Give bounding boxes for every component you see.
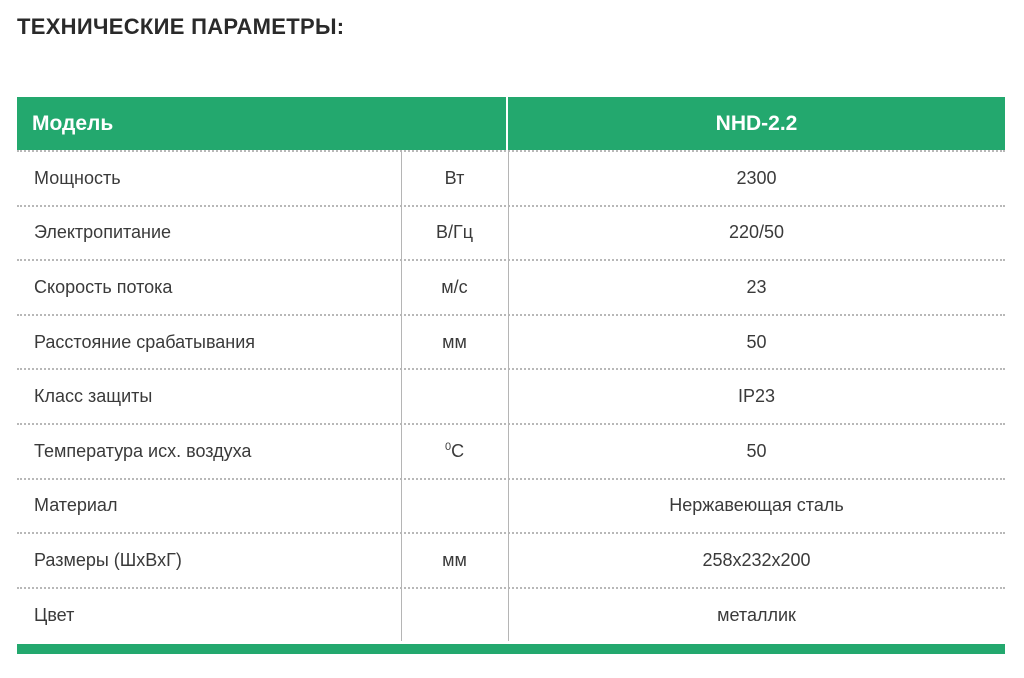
table-row [17,423,1005,478]
param-name: Скорость потока [34,276,173,297]
param-value: IP23 [737,386,776,407]
unit-superscript: 0 [444,440,452,453]
param-unit: мм [442,331,467,352]
page-title: ТЕХНИЧЕСКИЕ ПАРАМЕТРЫ: [17,14,345,39]
param-value: 50 [746,440,767,461]
table-row [17,368,1005,423]
param-name: Расстояние срабатывания [34,331,256,352]
param-name: Мощность [34,167,121,188]
table-footer-bar [17,644,1005,654]
param-name: Цвет [34,604,75,625]
param-name: Температура исх. воздуха [34,440,252,461]
table-row [17,587,1005,642]
param-unit [401,441,508,462]
spec-table [17,97,1005,654]
unit-text: C [451,440,465,461]
param-value: 2300 [736,167,777,188]
table-row [17,314,1005,369]
param-name: Электропитание [34,222,172,243]
param-value: металлик [717,604,796,625]
param-value: 258x232x200 [702,549,811,570]
table-row [17,205,1005,260]
param-value: 50 [746,331,767,352]
table-row [17,259,1005,314]
param-value: 220/50 [728,222,785,243]
unit-column-divider [401,150,402,641]
table-header-row [17,97,1005,150]
param-unit: мм [442,549,467,570]
param-value: 23 [746,276,767,297]
table-body [17,150,1005,641]
param-name: Класс защиты [34,386,153,407]
param-value: Нержавеющая сталь [669,495,844,516]
param-unit: Вт [444,167,465,188]
model-label: Модель [17,97,508,150]
table-row [17,478,1005,533]
table-row [17,532,1005,587]
param-name: Материал [34,495,118,516]
param-unit: В/Гц [435,222,474,243]
param-unit: м/с [441,276,468,297]
table-row [17,150,1005,205]
model-value: NHD-2.2 [715,111,798,135]
param-name: Размеры (ШхВхГ) [34,549,182,570]
value-column-divider [508,150,509,641]
